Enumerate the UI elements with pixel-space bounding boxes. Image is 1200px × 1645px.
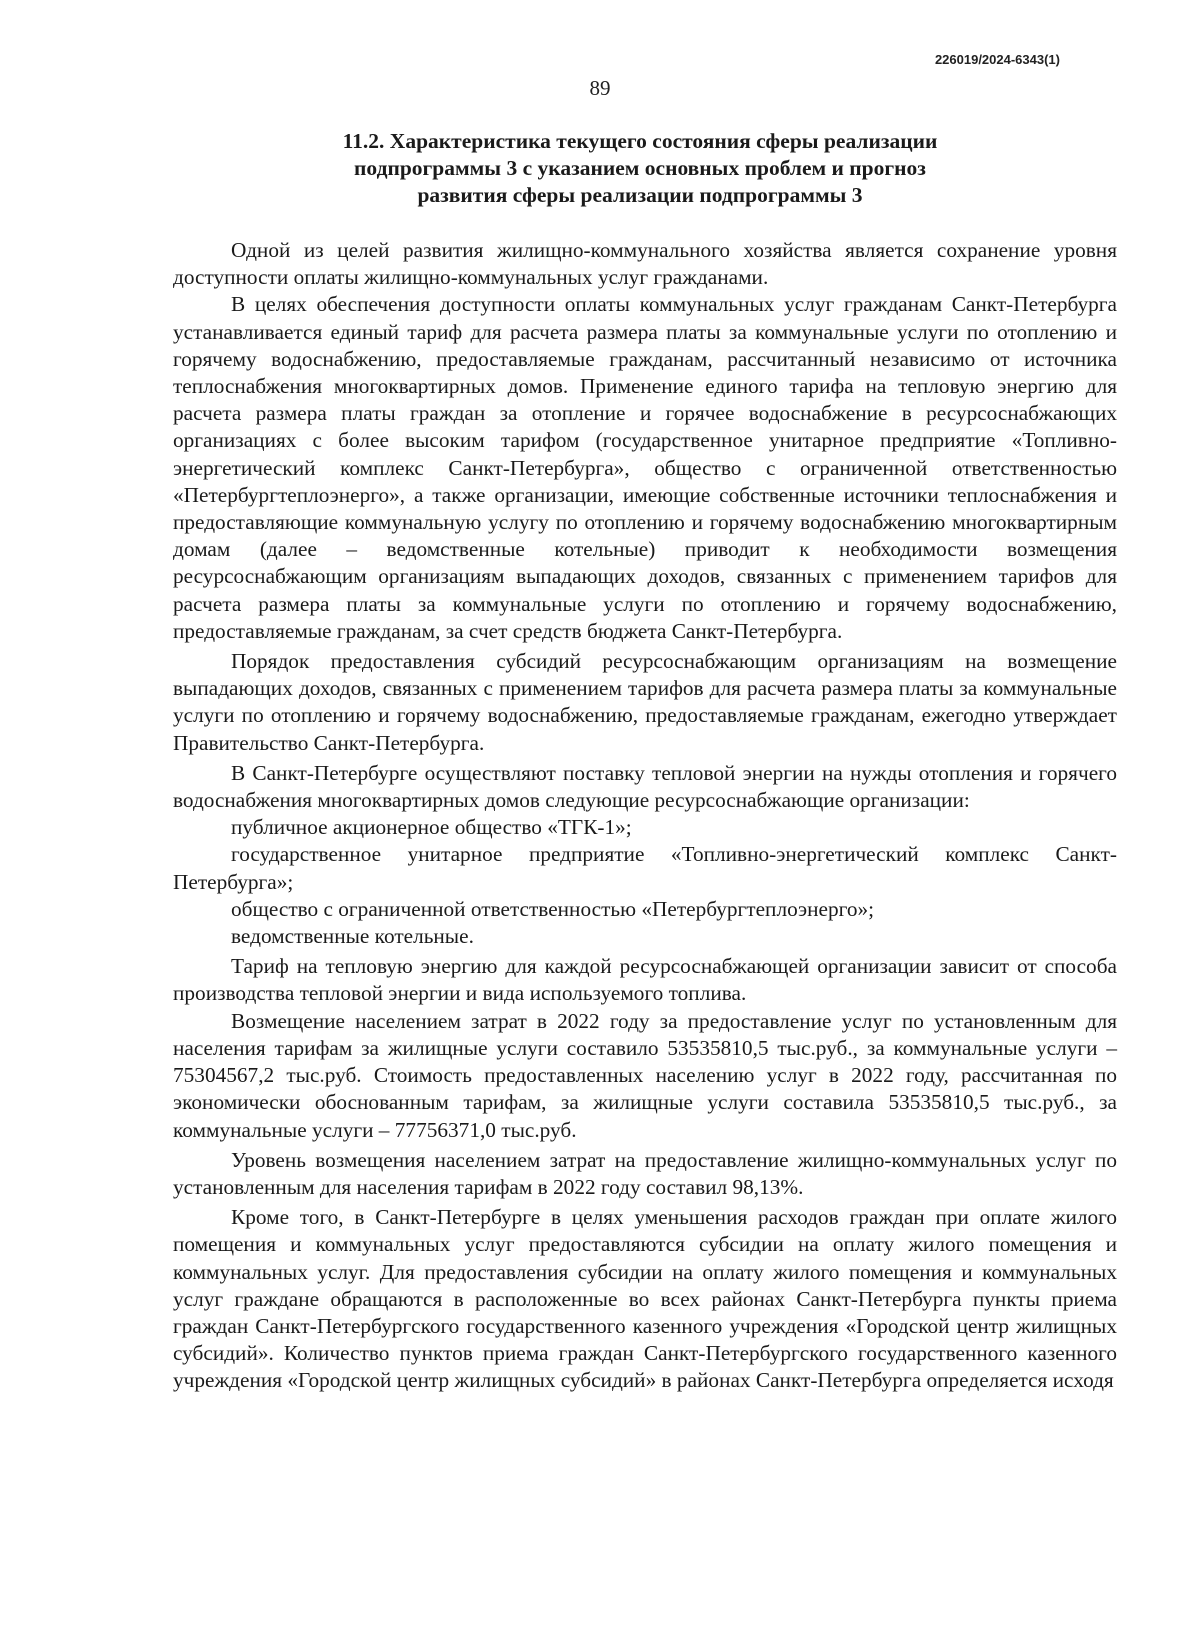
list-item-tgk1: публичное акционерное общество «ТГК-1»; [231, 815, 632, 840]
paragraph-subsidy-procedure: Порядок предоставления субсидий ресурсоснабжающим организациям на возмещение выпадающих доходов, связанных с применением тарифов для расчета размера платы за коммунальные услуги по отоплению и горячему водоснабжению, предоставляемые гражданам, ежегодно утверждает Правительство Санкт-Петербурга. [173, 649, 1117, 755]
body-text [173, 237, 1117, 1395]
paragraph-housing-subsidies: Кроме того, в Санкт-Петербурге в целях уменьшения расходов граждан при оплате жилого помещения и коммунальных услуг предоставляются субсидии на оплату жилого помещения и коммунальных услуг. Для предоставления субсидии на оплату жилого помещения и коммунальных услуг граждане обращаются в расположенные во всех районах Санкт-Петербурга пункты приема граждан Санкт-Петербургского государственного казенного учреждения «Городской центр жилищных субсидий». Количество пунктов приема граждан Санкт-Петербургского государственного казенного учреждения «Городской центр жилищных субсидий» в районах Санкт-Петербурга определяется исходя [173, 1205, 1117, 1393]
paragraph-heat-suppliers: В Санкт-Петербурге осуществляют поставку тепловой энергии на нужды отопления и горячего водоснабжения многоквартирных домов следующие ресурсоснабжающие организации: [173, 760, 1117, 813]
document-id: 226019/2024-6343(1) [934, 52, 1060, 67]
section-title-line-3: развития сферы реализации подпрограммы 3 [417, 183, 863, 207]
page-number: 89 [589, 76, 611, 100]
section-title-line-1: 11.2. Характеристика текущего состояния сферы реализации [342, 129, 938, 153]
paragraph-cost-reimbursement-2022: Возмещение населением затрат в 2022 году за предоставление услуг по установленным для населения тарифам за жилищные услуги составило 53535810,5 тыс.руб., за коммунальные услуги – 75304567,2 тыс.руб. Стоимость предоставленных населению услуг в 2022 году, рассчитанная по экономически обоснованным тарифам, за жилищные услуги составила 53535810,5 тыс.руб., за коммунальные услуги – 77756371,0 тыс.руб. [173, 1008, 1117, 1142]
section-title-line-2: подпрограммы 3 с указанием основных проблем и прогноз [354, 156, 926, 180]
section-title [200, 128, 1080, 209]
list-item-tek-spb: государственное унитарное предприятие «Топливно-энергетический комплекс Санкт-Петербурга»; [173, 842, 1117, 894]
list-item-peterburgteploenergo: общество с ограниченной ответственностью «Петербургтеплоэнерго»; [231, 896, 875, 921]
list-item-departmental-boilers: ведомственные котельные. [231, 924, 474, 949]
paragraph-tariff-dependency: Тариф на тепловую энергию для каждой ресурсоснабжающей организации зависит от способа производства тепловой энергии и вида используемого топлива. [173, 954, 1117, 1006]
paragraph-accessibility-goal: Одной из целей развития жилищно-коммунального хозяйства является сохранение уровня доступности оплаты жилищно-коммунальных услуг гражданами. [173, 238, 1117, 290]
paragraph-reimbursement-level: Уровень возмещения населением затрат на предоставление жилищно-коммунальных услуг по установленным для населения тарифам в 2022 году составил 98,13%. [173, 1147, 1117, 1199]
paragraph-single-tariff: В целях обеспечения доступности оплаты коммунальных услуг гражданам Санкт-Петербурга устанавливается единый тариф для расчета размера платы за коммунальные услуги по отоплению и горячему водоснабжению, предоставляемые гражданам, рассчитанный независимо от источника теплоснабжения многоквартирных домов. Применение единого тарифа на тепловую энергию для расчета размера платы граждан за отопление и горячее водоснабжение в ресурсоснабжающих организациях с более высоким тарифом (государственное унитарное предприятие «Топливно-энергетический комплекс Санкт-Петербурга», общество с ограниченной ответственностью «Петербургтеплоэнерго», а также организации, имеющие собственные источники теплоснабжения и предоставляющие коммунальную услугу по отоплению и горячему водоснабжению многоквартирным домам (далее – ведомственные котельные) приводит к необходимости возмещения ресурсоснабжающим организациям выпадающих доходов, связанных с применением тарифов для расчета размера платы за коммунальные услуги по отоплению и горячему водоснабжению, предоставляемые гражданам, за счет средств бюджета Санкт-Петербурга. [173, 292, 1117, 643]
